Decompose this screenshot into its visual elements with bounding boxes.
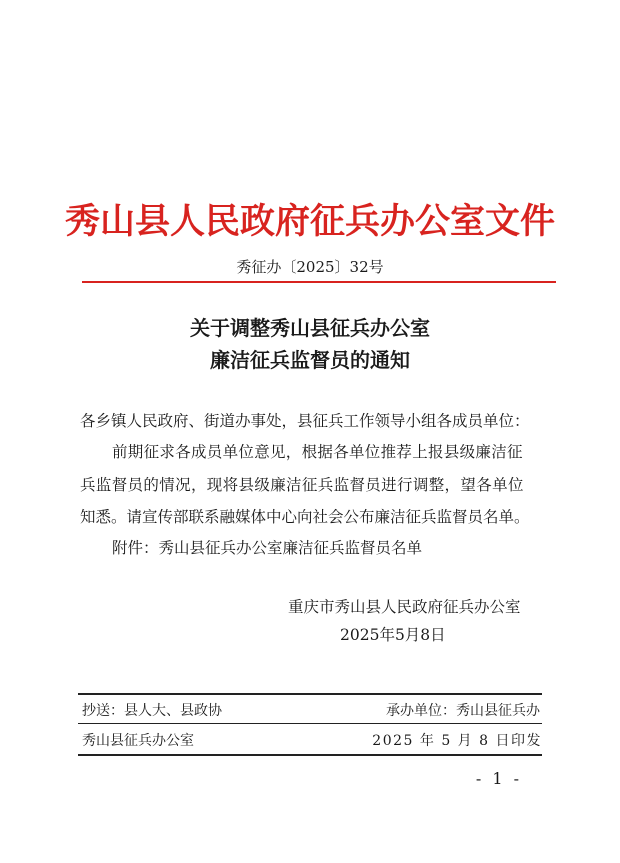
footer-bottom-rule bbox=[78, 754, 542, 756]
notice-title-line-2: 廉洁征兵监督员的通知 bbox=[210, 348, 410, 372]
attachment-line: 附件：秀山县征兵办公室廉洁征兵监督员名单 bbox=[112, 539, 423, 557]
print-date: 2025 年 5 月 8 日印发 bbox=[372, 733, 542, 749]
page-number: - 1 - bbox=[475, 769, 522, 788]
cc-recipients: 抄送：县人大、县政协 bbox=[82, 703, 222, 719]
issuing-office: 秀山县征兵办公室 bbox=[82, 733, 194, 749]
footer-top-rule bbox=[78, 693, 542, 695]
document-header-title: 秀山县人民政府征兵办公室文件 bbox=[64, 201, 555, 242]
paragraph-line-1: 前期征求各成员单位意见，根据各单位推荐上报县级廉洁征 bbox=[112, 443, 523, 461]
signature-date: 2025年5月8日 bbox=[340, 626, 446, 644]
signature-organization: 重庆市秀山县人民政府征兵办公室 bbox=[288, 598, 521, 616]
paragraph-line-2: 兵监督员的情况，现将县级廉洁征兵监督员进行调整，望各单位 bbox=[80, 476, 524, 494]
organizer-unit: 承办单位：秀山县征兵办 bbox=[386, 703, 540, 719]
document-number: 秀征办〔2025〕32号 bbox=[236, 258, 384, 276]
paragraph-line-3: 知悉。请宣传部联系融媒体中心向社会公布廉洁征兵监督员名单。 bbox=[80, 508, 530, 526]
red-divider bbox=[82, 281, 556, 283]
salutation: 各乡镇人民政府、街道办事处，县征兵工作领导小组各成员单位： bbox=[80, 412, 530, 430]
notice-title-line-1: 关于调整秀山县征兵办公室 bbox=[190, 316, 430, 340]
footer-middle-rule bbox=[78, 723, 542, 724]
